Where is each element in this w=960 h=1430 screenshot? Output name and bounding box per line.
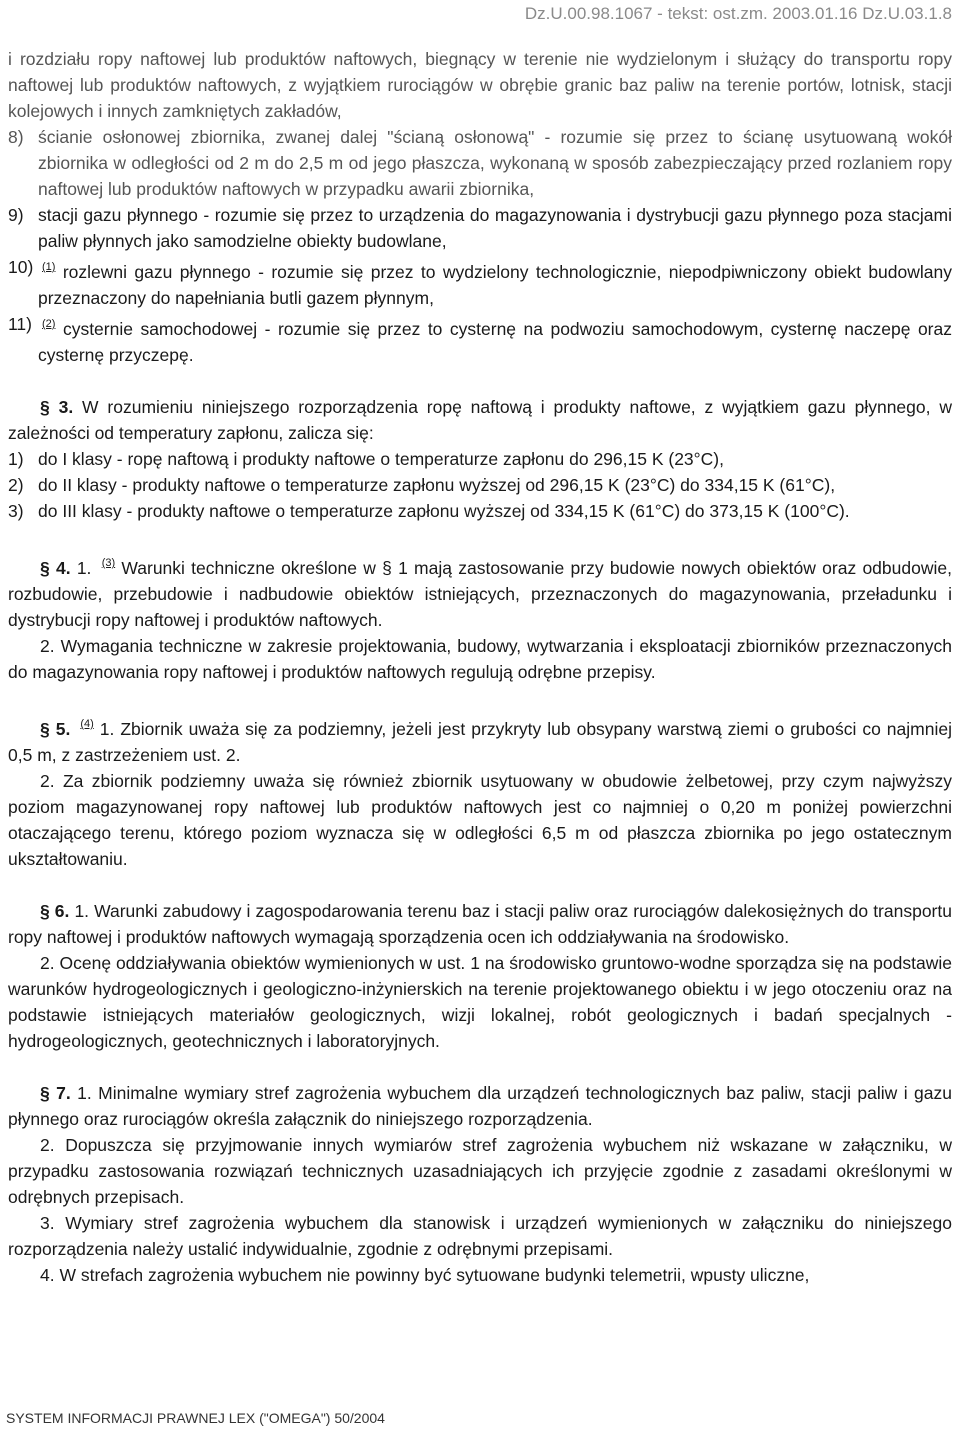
item-text: cysternie samochodowej - rozumie się przez to cysternę na podwoziu samochodowym, cysternę naczepę oraz cysternę przyczepę. xyxy=(38,319,952,365)
section-4-paragraph-1 xyxy=(8,550,952,633)
section-3-paragraph xyxy=(8,394,952,446)
document-body xyxy=(8,46,952,1288)
section-5-paragraph-2: 2. Za zbiornik podziemny uważa się również zbiornik usytuowany w obudowie żelbetowej, przy czym najwyższy poziom magazynowanej ropy naftowej lub produktów naftowych jest co najmniej o 0,20 m poniżej powierzchni otaczającego terenu, którego poziom wyznacza się w odległości 6,5 m od płaszcza zbiornika po jego ostatecznym ukształtowaniu. xyxy=(8,771,952,869)
spacer xyxy=(8,368,952,394)
section-4-label: § 4. xyxy=(40,558,71,578)
section-4-paragraph-2: 2. Wymagania techniczne w zakresie projektowania, budowy, wytwarzania i eksploatacji zbiorników przeznaczonych do magazynowania ropy naftowej i produktów naftowych regulują odrębne przepisy. xyxy=(8,636,952,682)
class-item-2 xyxy=(8,472,952,498)
section-7-paragraph-3: 3. Wymiary stref zagrożenia wybuchem dla stanowisk i urządzeń wymienionych w załączniku do niniejszego rozporządzenia należy ustalić indywidualnie, zgodnie z odrębnymi przepisami. xyxy=(8,1213,952,1259)
definition-item-8 xyxy=(8,124,952,202)
definition-continuation: i rozdziału ropy naftowej lub produktów naftowych, biegnący w terenie nie wydzielonym i służący do transportu ropy naftowej lub produktów naftowych, z wyjątkiem rurociągów w obrębie granic baz paliw na terenie portów, lotnisk, stacji kolejowych i innych zamkniętych zakładów, xyxy=(8,49,952,121)
section-4-ust-number: 1. xyxy=(76,558,92,578)
item-number: 11) xyxy=(8,314,32,334)
item-number: 9) xyxy=(8,205,24,225)
definition-item-9 xyxy=(8,202,952,254)
item-body xyxy=(38,311,952,368)
section-4-text-1: Warunki techniczne określone w § 1 mają zastosowanie przy budowie nowych obiektów oraz odbudowie, rozbudowie, przebudowie i nadbudowie obiektów istniejących, przeznaczonych do magazynowania, przeładunku i dystrybucji ropy naftowej i produktów naftowych. xyxy=(8,558,952,630)
item-text: ścianie osłonowej zbiornika, zwanej dalej "ścianą osłonową" - rozumie się przez to ścianę usytuowaną wokół zbiornika w odległości od 2 m do 2,5 m od jego płaszcza, wykonaną w sposób zabezpieczający przed rozlaniem ropy naftowej lub produktów naftowych w przypadku awarii zbiornika, xyxy=(38,127,952,199)
footnote-ref-link[interactable]: (1) xyxy=(42,261,56,273)
section-5-label: § 5. xyxy=(40,719,71,739)
spacer xyxy=(8,1054,952,1080)
section-7-paragraph-4: 4. W strefach zagrożenia wybuchem nie powinny być sytuowane budynki telemetrii, wpusty uliczne, xyxy=(40,1265,810,1285)
item-text: rozlewni gazu płynnego - rozumie się przez to wydzielony technologicznie, niepodpiwniczony obiekt budowlany przeznaczony do napełniania butli gazem płynnym, xyxy=(38,262,952,308)
section-7-label: § 7. xyxy=(40,1083,71,1103)
section-3-text: W rozumieniu niniejszego rozporządzenia ropę naftową i produkty naftowe, z wyjątkiem gazu płynnego, w zależności od temperatury zapłonu, zalicza się: xyxy=(8,397,952,443)
spacer xyxy=(8,524,952,550)
footnote-ref-link[interactable]: (2) xyxy=(42,318,56,330)
item-number: 3) xyxy=(8,501,24,521)
section-5-paragraph-1 xyxy=(8,711,952,768)
section-5-text-1: 1. Zbiornik uważa się za podziemny, jeżeli jest przykryty lub obsypany warstwą ziemi o grubości co najmniej 0,5 m, z zastrzeżeniem ust. 2. xyxy=(8,719,952,765)
definition-item-11 xyxy=(8,311,952,368)
item-text: do II klasy - produkty naftowe o temperaturze zapłonu wyższej od 296,15 K (23°C) do 334,15 K (61°C), xyxy=(38,475,836,495)
item-text: do III klasy - produkty naftowe o temperaturze zapłonu wyższej od 334,15 K (61°C) do 373,15 K (100°C). xyxy=(38,501,850,521)
item-text: stacji gazu płynnego - rozumie się przez to urządzenia do magazynowania i dystrybucji gazu płynnego poza stacjami paliw płynnych jako samodzielne obiekty budowlane, xyxy=(38,205,952,251)
section-6-paragraph-1 xyxy=(8,898,952,950)
footnote-ref-link[interactable]: (4) xyxy=(80,718,94,730)
item-body xyxy=(38,254,952,311)
section-6-label: § 6. xyxy=(40,901,70,921)
section-6-paragraph-2: 2. Ocenę oddziaływania obiektów wymienionych w ust. 1 na środowisko gruntowo-wodne sporządza się na podstawie warunków hydrogeologicznych i geologiczno-inżynierskich na terenie projektowanego obiektu i w jego otoczeniu oraz na podstawie istniejących materiałów geologicznych, wizji lokalnej, robót geologicznych i badań specjalnych - hydrogeologicznych, geotechnicznych i laboratoryjnych. xyxy=(8,953,952,1051)
item-number: 2) xyxy=(8,475,24,495)
document-header: Dz.U.00.98.1067 - tekst: ost.zm. 2003.01.16 Dz.U.03.1.8 xyxy=(524,4,952,23)
section-3-label: § 3. xyxy=(40,397,74,417)
document-footer: SYSTEM INFORMACJI PRAWNEJ LEX ("OMEGA") 50/2004 xyxy=(6,1410,385,1426)
section-6-text-1: 1. Warunki zabudowy i zagospodarowania terenu baz i stacji paliw oraz rurociągów dalekosiężnych do transportu ropy naftowej i produktów naftowych wymagają sporządzenia ocen ich oddziaływania na środowisko. xyxy=(8,901,952,947)
item-number: 1) xyxy=(8,449,24,469)
class-item-1 xyxy=(8,446,952,472)
item-number: 10) xyxy=(8,257,34,277)
item-number: 8) xyxy=(8,127,24,147)
definition-item-10 xyxy=(8,254,952,311)
spacer xyxy=(8,685,952,711)
footnote-ref-link[interactable]: (3) xyxy=(101,557,116,569)
class-item-3 xyxy=(8,498,952,524)
spacer xyxy=(8,872,952,898)
section-7-text-1: 1. Minimalne wymiary stref zagrożenia wybuchem dla urządzeń technologicznych baz paliw, stacji paliw i gazu płynnego oraz rurociągów określa załącznik do niniejszego rozporządzenia. xyxy=(8,1083,952,1129)
item-text: do I klasy - ropę naftową i produkty naftowe o temperaturze zapłonu do 296,15 K (23°C), xyxy=(38,449,724,469)
section-7-paragraph-2: 2. Dopuszcza się przyjmowanie innych wymiarów stref zagrożenia wybuchem niż wskazane w załączniku, w przypadku zastosowania rozwiązań technicznych uzasadniających ich przyjęcie zgodnie z zasadami określonymi w odrębnych przepisach. xyxy=(8,1135,952,1207)
section-7-paragraph-1 xyxy=(8,1080,952,1132)
